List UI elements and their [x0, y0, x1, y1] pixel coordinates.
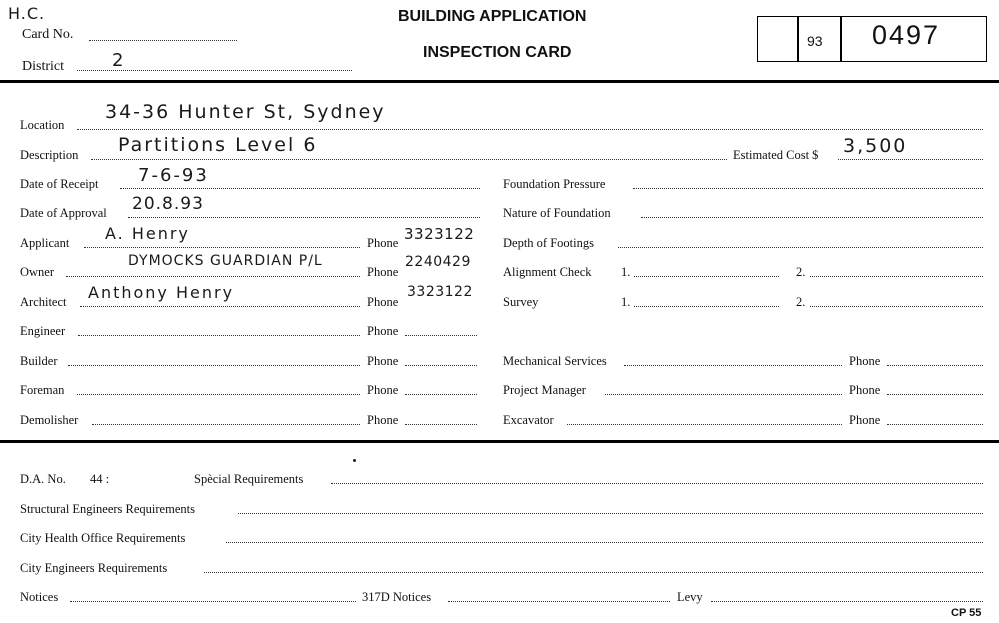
year-code: 93 [807, 33, 823, 49]
engineer-label: Engineer [20, 324, 66, 338]
alignment-opt2-label: 2. [796, 265, 806, 279]
estimated-cost-value: 3,500 [843, 135, 908, 157]
applicant-phone-value: 3323122 [404, 225, 475, 243]
architect-field[interactable] [80, 306, 360, 307]
health-requirements-label: City Health Office Requirements [20, 531, 186, 545]
date-receipt-value: 7-6-93 [138, 165, 209, 186]
date-approval-field[interactable] [128, 217, 480, 218]
foreman-label: Foreman [20, 383, 65, 397]
special-requirements-field[interactable] [331, 483, 983, 484]
survey-opt1-label: 1. [621, 295, 631, 309]
mechanical-phone-label: Phone [849, 354, 881, 368]
survey-field-2[interactable] [810, 306, 983, 307]
applicant-label: Applicant [20, 236, 70, 250]
description-label: Description [20, 148, 79, 162]
estimated-cost-field[interactable] [838, 159, 983, 160]
nature-foundation-field[interactable] [641, 217, 983, 218]
city-engineers-requirements-field[interactable] [204, 572, 983, 573]
date-receipt-label: Date of Receipt [20, 177, 99, 191]
project-manager-phone-label: Phone [849, 383, 881, 397]
card-number: 0497 [872, 20, 941, 50]
foundation-pressure-field[interactable] [633, 188, 983, 189]
foreman-phone-field[interactable] [405, 394, 477, 395]
date-approval-label: Date of Approval [20, 206, 107, 220]
form-code: CP 55 [951, 607, 982, 619]
builder-phone-field[interactable] [405, 365, 477, 366]
header-rule [0, 80, 999, 83]
location-field[interactable] [77, 129, 983, 130]
notices-label: Notices [20, 590, 59, 604]
317d-notices-field[interactable] [448, 601, 670, 602]
alignment-check-field-1[interactable] [634, 276, 779, 277]
project-manager-field[interactable] [605, 394, 842, 395]
engineer-phone-label: Phone [367, 324, 399, 338]
architect-label: Architect [20, 295, 67, 309]
requirements-rule [0, 440, 999, 443]
survey-field-1[interactable] [634, 306, 779, 307]
alignment-check-label: Alignment Check [503, 265, 592, 279]
da-number-label: D.A. No. [20, 472, 66, 486]
location-value: 34-36 Hunter St, Sydney [105, 101, 386, 123]
excavator-label: Excavator [503, 413, 554, 427]
architect-value: Anthony Henry [88, 283, 235, 302]
owner-value: DYMOCKS GUARDIAN P/L [128, 253, 323, 269]
nature-foundation-label: Nature of Foundation [503, 206, 611, 220]
alignment-opt1-label: 1. [621, 265, 631, 279]
alignment-check-field-2[interactable] [810, 276, 983, 277]
mechanical-phone-field[interactable] [887, 365, 983, 366]
form-title-line-2: INSPECTION CARD [423, 44, 572, 61]
owner-label: Owner [20, 265, 55, 279]
engineer-field[interactable] [78, 335, 360, 336]
excavator-phone-field[interactable] [887, 424, 983, 425]
builder-phone-label: Phone [367, 354, 399, 368]
owner-field[interactable] [66, 276, 360, 277]
owner-phone-label: Phone [367, 265, 399, 279]
depth-footings-field[interactable] [618, 247, 983, 248]
excavator-phone-label: Phone [849, 413, 881, 427]
317d-notices-label: 317D Notices [362, 590, 432, 604]
levy-label: Levy [677, 590, 703, 604]
da-number-value: 44 : [90, 472, 110, 486]
stray-mark [353, 459, 356, 462]
levy-field[interactable] [711, 601, 983, 602]
date-receipt-field[interactable] [120, 188, 480, 189]
district-value: 2 [112, 50, 126, 71]
card-number-divider-2 [840, 17, 842, 62]
health-requirements-field[interactable] [226, 542, 983, 543]
structural-requirements-label: Structural Engineers Requirements [20, 502, 195, 516]
depth-footings-label: Depth of Footings [503, 236, 594, 250]
city-engineers-requirements-label: City Engineers Requirements [20, 561, 168, 575]
engineer-phone-field[interactable] [405, 335, 477, 336]
applicant-value: A. Henry [105, 224, 190, 243]
district-label: District [22, 59, 64, 74]
mechanical-services-field[interactable] [624, 365, 842, 366]
description-field[interactable] [91, 159, 727, 160]
architect-phone-value: 3323122 [407, 284, 473, 300]
card-number-divider-1 [797, 17, 799, 62]
demolisher-phone-field[interactable] [405, 424, 477, 425]
form-title-line-1: BUILDING APPLICATION [398, 8, 587, 25]
card-no-field[interactable] [89, 40, 237, 41]
owner-phone-value: 2240429 [405, 254, 471, 270]
notices-field[interactable] [70, 601, 356, 602]
structural-requirements-field[interactable] [238, 513, 983, 514]
excavator-field[interactable] [567, 424, 842, 425]
builder-field[interactable] [68, 365, 360, 366]
project-manager-phone-field[interactable] [887, 394, 983, 395]
hc-handwritten-note: H.C. [8, 4, 46, 23]
location-label: Location [20, 118, 65, 132]
foundation-pressure-label: Foundation Pressure [503, 177, 606, 191]
survey-opt2-label: 2. [796, 295, 806, 309]
demolisher-label: Demolisher [20, 413, 79, 427]
date-approval-value: 20.8.93 [132, 194, 204, 214]
architect-phone-label: Phone [367, 295, 399, 309]
description-value: Partitions Level 6 [118, 134, 318, 156]
survey-label: Survey [503, 295, 539, 309]
applicant-field[interactable] [84, 247, 360, 248]
special-requirements-label: Spècial Requirements [194, 472, 304, 486]
estimated-cost-label: Estimated Cost $ [733, 148, 819, 162]
project-manager-label: Project Manager [503, 383, 586, 397]
foreman-field[interactable] [77, 394, 360, 395]
applicant-phone-label: Phone [367, 236, 399, 250]
foreman-phone-label: Phone [367, 383, 399, 397]
demolisher-field[interactable] [92, 424, 360, 425]
builder-label: Builder [20, 354, 58, 368]
card-no-label: Card No. [22, 27, 74, 42]
mechanical-services-label: Mechanical Services [503, 354, 607, 368]
demolisher-phone-label: Phone [367, 413, 399, 427]
